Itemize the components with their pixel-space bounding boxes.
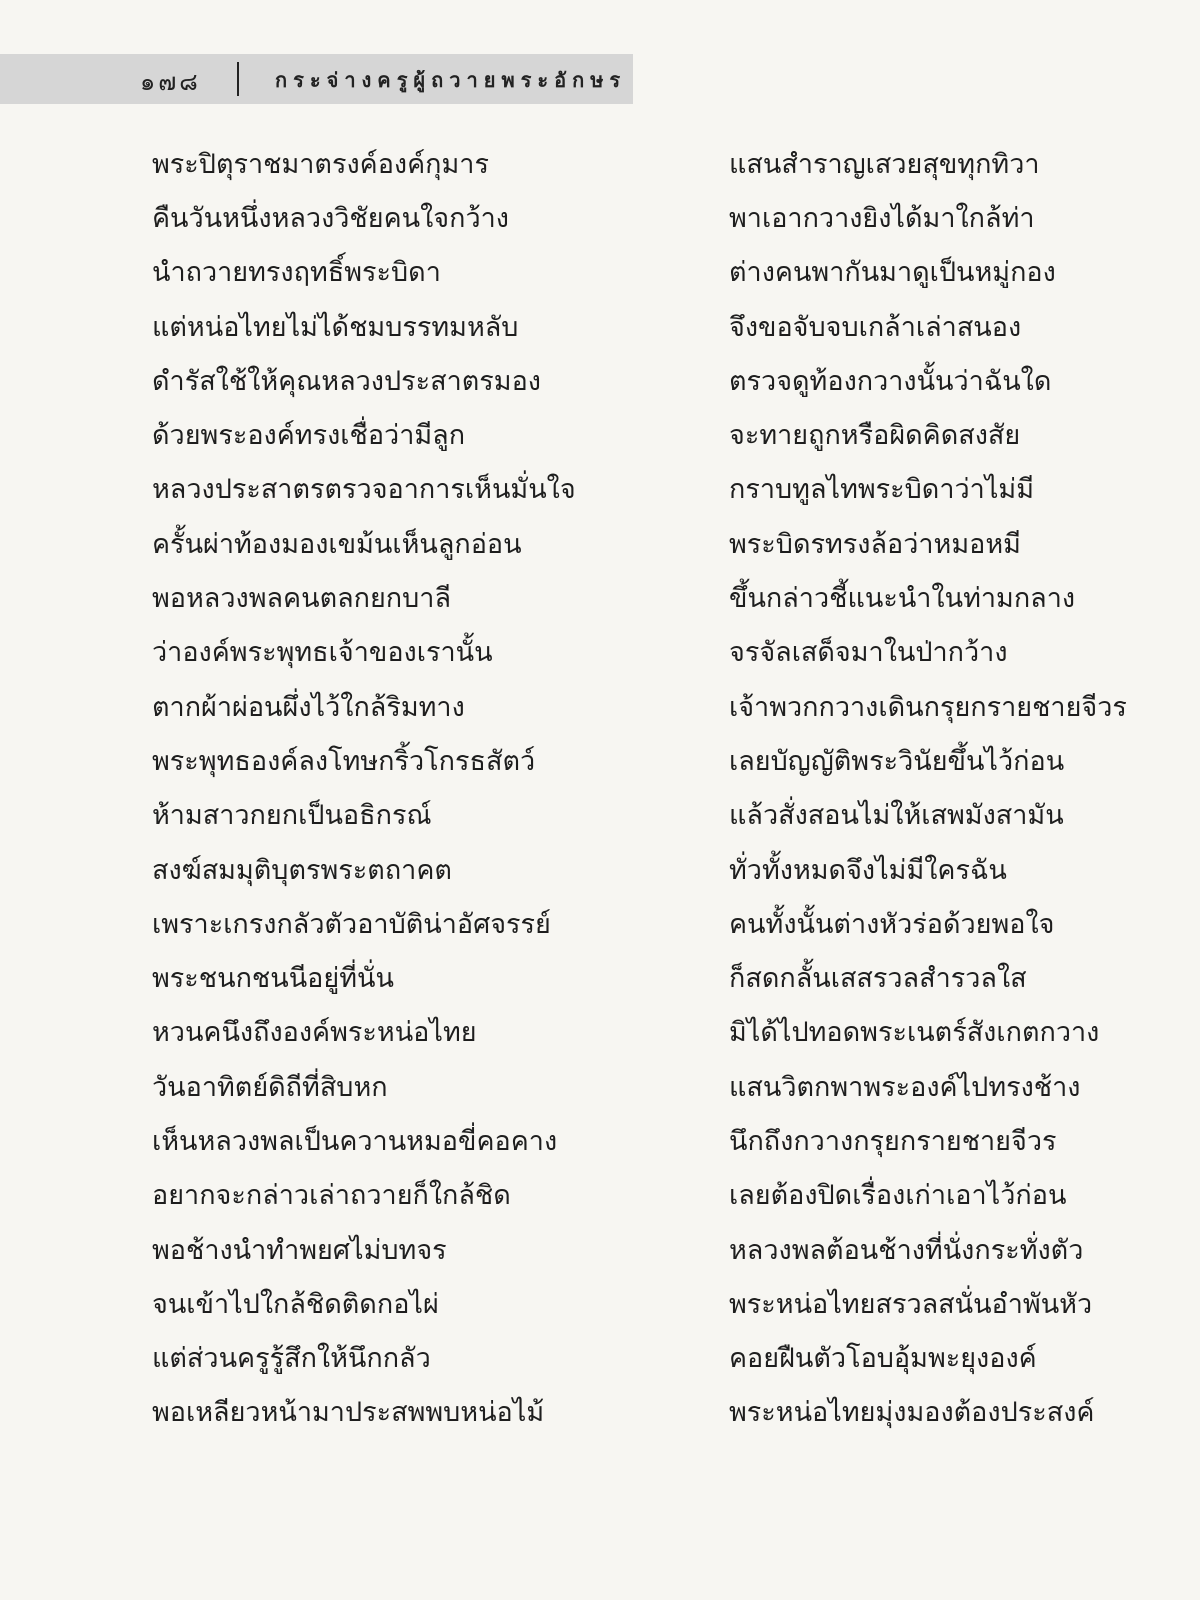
- verse-row: [152, 1168, 1152, 1222]
- verse-row: [152, 1385, 1152, 1439]
- verse-row: [152, 570, 1152, 624]
- verse-first-half: ตากผ้าผ่อนผึ่งไว้ใกล้ริมทาง: [152, 691, 465, 723]
- verse-second-half: จะทายถูกหรือผิดคิดสงสัย: [729, 420, 1021, 452]
- verse-second-half: ก็สดกลั้นเสสรวลสำรวลใส: [729, 963, 1027, 995]
- verse-row: [152, 896, 1152, 950]
- verse-second-half: คอยฝืนตัวโอบอุ้มพะยุงองค์: [729, 1343, 1037, 1375]
- verse-first-half: คืนวันหนึ่งหลวงวิชัยคนใจกว้าง: [152, 202, 509, 234]
- verse-row: [152, 1059, 1152, 1113]
- verse-second-half: พระหน่อไทยมุ่งมองต้องประสงค์: [729, 1397, 1095, 1429]
- verse-first-half: พระชนกชนนีอยู่ที่นั่น: [152, 963, 394, 995]
- verse-row: [152, 788, 1152, 842]
- verse-first-half: ด้วยพระองค์ทรงเชื่อว่ามีลูก: [152, 420, 466, 452]
- verse-row: [152, 407, 1152, 461]
- verse-second-half: ตรวจดูท้องกวางนั้นว่าฉันใด: [729, 365, 1052, 397]
- verse-row: [152, 245, 1152, 299]
- verse-second-half: แสนวิตกพาพระองค์ไปทรงช้าง: [729, 1071, 1081, 1103]
- verse-row: [152, 353, 1152, 407]
- verse-row: [152, 136, 1152, 190]
- verse-row: [152, 625, 1152, 679]
- verse-row: [152, 842, 1152, 896]
- verse-second-half: นึกถึงกวางกรุยกรายชายจีวร: [729, 1125, 1057, 1157]
- verse-row: [152, 190, 1152, 244]
- header-divider: [237, 62, 239, 96]
- verse-second-half: มิได้ไปทอดพระเนตร์สังเกตกวาง: [729, 1017, 1100, 1049]
- verse-first-half: แต่ส่วนครูรู้สึกให้นึกกลัว: [152, 1343, 431, 1375]
- verse-first-half: นำถวายทรงฤทธิ์พระบิดา: [152, 257, 441, 289]
- verse-first-half: พระพุทธองค์ลงโทษกริ้วโกรธสัตว์: [152, 745, 536, 777]
- verse-row: [152, 679, 1152, 733]
- verse-first-half: หวนคนึงถึงองค์พระหน่อไทย: [152, 1017, 477, 1049]
- verse-first-half: พอช้างนำทำพยศไม่บทจร: [152, 1234, 447, 1266]
- verse-row: [152, 462, 1152, 516]
- verse-first-half: ห้ามสาวกยกเป็นอธิกรณ์: [152, 800, 432, 832]
- verse-first-half: เห็นหลวงพลเป็นควานหมอขี่คอคาง: [152, 1125, 558, 1157]
- verse-first-half: แต่หน่อไทยไม่ได้ชมบรรทมหลับ: [152, 311, 519, 343]
- poem-body: [152, 136, 1152, 1439]
- verse-first-half: ดำรัสใช้ให้คุณหลวงประสาตรมอง: [152, 365, 541, 397]
- verse-second-half: กราบทูลไทพระบิดาว่าไม่มี: [729, 474, 1035, 506]
- verse-second-half: พาเอากวางยิงได้มาใกล้ท่า: [729, 202, 1035, 234]
- running-header-title: กระจ่างครูผู้ถวายพระอักษร: [275, 68, 627, 92]
- verse-first-half: ครั้นผ่าท้องมองเขม้นเห็นลูกอ่อน: [152, 528, 522, 560]
- verse-second-half: คนทั้งนั้นต่างหัวร่อด้วยพอใจ: [729, 908, 1055, 940]
- page-number: ๑๗๘: [140, 68, 201, 96]
- verse-second-half: เจ้าพวกกวางเดินกรุยกรายชายจีวร: [729, 691, 1127, 723]
- verse-first-half: เพราะเกรงกลัวตัวอาบัติน่าอัศจรรย์: [152, 908, 551, 940]
- verse-first-half: อยากจะกล่าวเล่าถวายก็ใกล้ชิด: [152, 1180, 511, 1212]
- verse-second-half: ต่างคนพากันมาดูเป็นหมู่กอง: [729, 257, 1056, 289]
- verse-second-half: หลวงพลต้อนช้างที่นั่งกระทั่งตัว: [729, 1234, 1084, 1266]
- verse-first-half: ว่าองค์พระพุทธเจ้าของเรานั้น: [152, 637, 493, 669]
- verse-row: [152, 1222, 1152, 1276]
- verse-row: [152, 1005, 1152, 1059]
- verse-row: [152, 950, 1152, 1004]
- verse-first-half: พอหลวงพลคนตลกยกบาลี: [152, 583, 452, 615]
- verse-second-half: จรจัลเสด็จมาในป่ากว้าง: [729, 637, 1008, 669]
- verse-row: [152, 733, 1152, 787]
- verse-first-half: จนเข้าไปใกล้ชิดติดกอไผ่: [152, 1288, 439, 1320]
- verse-first-half: สงฆ์สมมุติบุตรพระตถาคต: [152, 854, 452, 886]
- verse-second-half: ทั่วทั้งหมดจึงไม่มีใครฉัน: [729, 854, 1007, 886]
- verse-row: [152, 1113, 1152, 1167]
- verse-first-half: หลวงประสาตรตรวจอาการเห็นมั่นใจ: [152, 474, 576, 506]
- verse-second-half: พระหน่อไทยสรวลสนั่นอำพันหัว: [729, 1288, 1093, 1320]
- verse-second-half: พระบิดรทรงล้อว่าหมอหมี: [729, 528, 1021, 560]
- verse-row: [152, 516, 1152, 570]
- verse-row: [152, 1331, 1152, 1385]
- verse-row: [152, 1276, 1152, 1330]
- verse-second-half: แล้วสั่งสอนไม่ให้เสพมังสามัน: [729, 800, 1064, 832]
- verse-second-half: เลยต้องปิดเรื่องเก่าเอาไว้ก่อน: [729, 1180, 1067, 1212]
- verse-second-half: จึงขอจับจบเกล้าเล่าสนอง: [729, 311, 1022, 343]
- verse-first-half: พอเหลียวหน้ามาประสพพบหน่อไม้: [152, 1397, 545, 1429]
- verse-second-half: แสนสำราญเสวยสุขทุกทิวา: [729, 148, 1040, 180]
- verse-first-half: พระปิตุราชมาตรงค์องค์กุมาร: [152, 148, 489, 180]
- verse-row: [152, 299, 1152, 353]
- verse-first-half: วันอาทิตย์ดิถีที่สิบหก: [152, 1071, 388, 1103]
- verse-second-half: ขึ้นกล่าวชี้แนะนำในท่ามกลาง: [729, 583, 1076, 615]
- verse-second-half: เลยบัญญัติพระวินัยขึ้นไว้ก่อน: [729, 745, 1065, 777]
